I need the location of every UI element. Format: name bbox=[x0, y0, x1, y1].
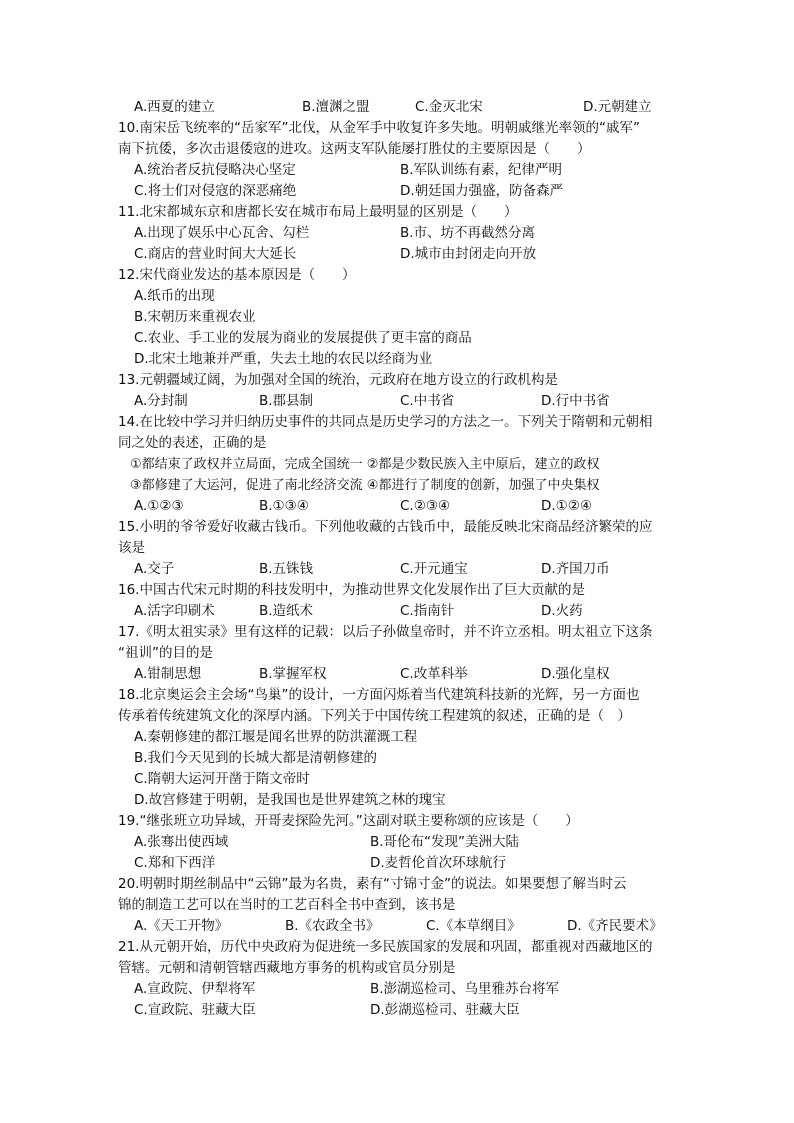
answer-option: D.《齐民要术》 bbox=[567, 918, 663, 934]
answer-option: C.指南针 bbox=[400, 603, 455, 619]
answer-option: B.澶渊之盟 bbox=[302, 99, 370, 115]
answer-option: A.①②③ bbox=[134, 498, 184, 514]
text-line: 15.小明的爷爷爱好收藏古钱币。下列他收藏的古钱币中，最能反映北宋商品经济繁荣的应 bbox=[118, 519, 653, 535]
text-line: C.农业、手工业的发展为商业的发展提供了更丰富的商品 bbox=[134, 330, 472, 346]
answer-option: C.金灭北宋 bbox=[415, 99, 483, 115]
answer-option: D.朝廷国力强盛，防备森严 bbox=[400, 183, 564, 199]
answer-option: A.《天工开物》 bbox=[134, 918, 229, 934]
answer-option: B.郡县制 bbox=[259, 393, 314, 409]
text-line: C.隋朝大运河开凿于隋文帝时 bbox=[134, 771, 310, 787]
answer-option: D.火药 bbox=[541, 603, 583, 619]
text-line: 13.元朝疆域辽阔，为加强对全国的统治，元政府在地方设立的行政机构是 bbox=[118, 372, 558, 388]
text-line: 管辖。元朝和清朝管辖西藏地方事务的机构或官员分别是 bbox=[118, 960, 456, 976]
answer-option: A.交子 bbox=[134, 561, 175, 577]
answer-option: A.统治者反抗侵略决心坚定 bbox=[134, 162, 296, 178]
answer-option: D.齐国刀币 bbox=[541, 561, 610, 577]
text-line: 同之处的表述，正确的是 bbox=[118, 435, 267, 451]
answer-option: C.郑和下西洋 bbox=[134, 855, 216, 871]
text-line: 该是 bbox=[118, 540, 145, 556]
answer-option: B.《农政全书》 bbox=[285, 918, 380, 934]
text-line: 16.中国古代宋元时期的科技发明中，为推动世界文化发展作出了巨大贡献的是 bbox=[118, 582, 585, 598]
answer-option: B.掌握军权 bbox=[259, 666, 327, 682]
answer-option: D.麦哲伦首次环球航行 bbox=[370, 855, 507, 871]
answer-option: A.出现了娱乐中心瓦舍、勾栏 bbox=[134, 225, 310, 241]
text-line: 17.《明太祖实录》里有这样的记载：以后子孙做皇帝时，并不许立丞相。明太祖立下这条 bbox=[118, 624, 653, 640]
text-line: D.故宫修建于明朝，是我国也是世界建筑之林的瑰宝 bbox=[134, 792, 446, 808]
text-line: A.纸币的出现 bbox=[134, 288, 215, 304]
answer-option: C.将士们对侵寇的深恶痛绝 bbox=[134, 183, 297, 199]
answer-option: B.市、坊不再截然分离 bbox=[400, 225, 536, 241]
text-line: “祖训”的目的是 bbox=[118, 645, 213, 661]
text-line: ③都修建了大运河，促进了南北经济交流 ④都进行了制度的创新，加强了中央集权 bbox=[130, 478, 600, 493]
text-line: 18.北京奥运会主会场“鸟巢”的设计，一方面闪烁着当代建筑科技新的光辉，另一方面也 bbox=[118, 687, 640, 703]
answer-option: A.活字印刷术 bbox=[134, 603, 215, 619]
text-line: 锦的制造工艺可以在当时的工艺百科全书中查到，该书是 bbox=[118, 897, 456, 913]
text-line: 11.北宋都城东京和唐都长安在城市布局上最明显的区别是（ ） bbox=[118, 204, 518, 220]
answer-option: A.钳制思想 bbox=[134, 666, 202, 682]
answer-option: C.②③④ bbox=[400, 498, 451, 514]
text-line: B.宋朝历来重视农业 bbox=[134, 309, 256, 325]
answer-option: C.商店的营业时间大大延长 bbox=[134, 246, 297, 262]
text-line: ①都结束了政权并立局面，完成全国统一 ②都是少数民族入主中原后，建立的政权 bbox=[130, 457, 600, 472]
answer-option: B.澎湖巡检司、乌里雅苏台将军 bbox=[370, 981, 560, 997]
answer-option: C.中书省 bbox=[400, 393, 455, 409]
answer-option: D.元朝建立 bbox=[583, 99, 652, 115]
answer-option: D.彭湖巡检司、驻藏大臣 bbox=[370, 1002, 520, 1018]
answer-option: B.哥伦布“发现”美洲大陆 bbox=[370, 834, 520, 850]
answer-option: C.《本草纲目》 bbox=[426, 918, 521, 934]
answer-option: A.张骞出使西域 bbox=[134, 834, 229, 850]
text-line: 21.从元朝开始，历代中央政府为促进统一多民族国家的发展和巩固，都重视对西藏地区的 bbox=[118, 939, 653, 955]
answer-option: D.城市由封闭走向开放 bbox=[400, 246, 537, 262]
answer-option: D.行中书省 bbox=[541, 393, 610, 409]
text-line: D.北宋土地兼并严重，失去土地的农民以经商为业 bbox=[134, 351, 433, 367]
answer-option: A.西夏的建立 bbox=[134, 99, 215, 115]
answer-option: D.强化皇权 bbox=[541, 666, 610, 682]
answer-option: B.①③④ bbox=[259, 498, 309, 514]
answer-option: B.造纸术 bbox=[259, 603, 314, 619]
answer-option: B.军队训练有素，纪律严明 bbox=[400, 162, 563, 178]
text-line: 19.“继张班立功异域，开哥麦探险先河。”这副对联主要称颂的应该是（ ） bbox=[118, 813, 579, 829]
answer-option: A.宣政院、伊犁将军 bbox=[134, 981, 256, 997]
answer-option: C.开元通宝 bbox=[400, 561, 468, 577]
answer-option: C.宣政院、驻藏大臣 bbox=[134, 1002, 256, 1018]
text-line: 南下抗倭，多次击退倭寇的进攻。这两支军队能屡打胜仗的主要原因是（ ） bbox=[118, 141, 591, 157]
text-line: 14.在比较中学习并归纳历史事件的共同点是历史学习的方法之一。下列关于隋朝和元朝相 bbox=[118, 414, 653, 430]
answer-option: B.五铢钱 bbox=[259, 561, 314, 577]
answer-option: C.改革科举 bbox=[400, 666, 468, 682]
text-line: 12.宋代商业发达的基本原因是（ ） bbox=[118, 267, 356, 283]
text-line: 20.明朝时期丝制品中“云锦”最为名贵，素有“寸锦寸金”的说法。如果要想了解当时云 bbox=[118, 876, 627, 892]
text-line: A.秦朝修建的都江堰是闻名世界的防洪灌溉工程 bbox=[134, 729, 418, 745]
answer-option: D.①②④ bbox=[541, 498, 592, 514]
text-line: 传承着传统建筑文化的深厚内涵。下列关于中国传统工程建筑的叙述，正确的是（ ） bbox=[118, 708, 631, 724]
answer-option: A.分封制 bbox=[134, 393, 188, 409]
text-line: B.我们今天见到的长城大都是清朝修建的 bbox=[134, 750, 378, 766]
text-line: 10.南宋岳飞统率的“岳家军”北伐，从金军手中收复许多失地。明朝戚继光率领的“戚军” bbox=[118, 120, 640, 136]
